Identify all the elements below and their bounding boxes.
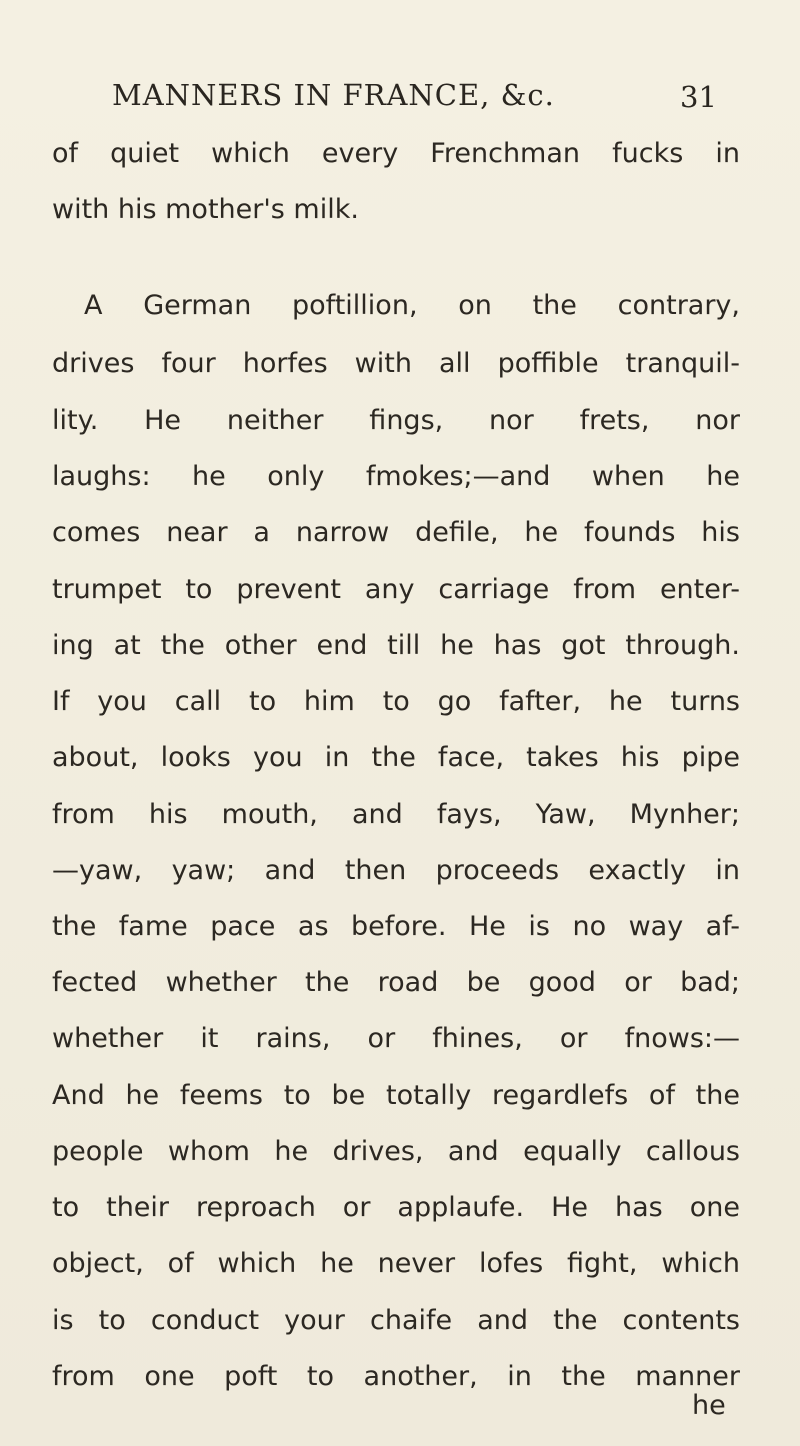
text-line: to their reproach or applaufe. He has one bbox=[52, 1192, 740, 1223]
text-line: And he feems to be totally regardlefs of the bbox=[52, 1080, 740, 1111]
text-line: is to conduct your chaife and the contents bbox=[52, 1305, 740, 1336]
text-line: whether it rains, or fhines, or fnows:— bbox=[52, 1023, 740, 1054]
text-line: with his mother's milk. bbox=[52, 194, 359, 225]
text-line: from his mouth, and fays, Yaw, Mynher; bbox=[52, 799, 740, 830]
text-line: from one poft to another, in the manner bbox=[52, 1361, 740, 1392]
text-line: trumpet to prevent any carriage from enter- bbox=[52, 574, 740, 605]
text-line: people whom he drives, and equally callous bbox=[52, 1136, 740, 1167]
text-line: the fame pace as before. He is no way af- bbox=[52, 911, 740, 942]
text-line: about, looks you in the face, takes his pipe bbox=[52, 742, 740, 773]
text-line: ing at the other end till he has got through. bbox=[52, 630, 740, 661]
text-line: laughs: he only fmokes;—and when he bbox=[52, 461, 740, 492]
catchword: he bbox=[692, 1390, 726, 1421]
text-line: lity. He neither fings, nor frets, nor bbox=[52, 405, 740, 436]
text-line: fected whether the road be good or bad; bbox=[52, 967, 740, 998]
text-line: object, of which he never lofes fight, which bbox=[52, 1248, 740, 1279]
text-line: —yaw, yaw; and then proceeds exactly in bbox=[52, 855, 740, 886]
paragraph-first-line: A German poftillion, on the contrary, bbox=[84, 290, 740, 321]
text-line: of quiet which every Frenchman fucks in bbox=[52, 138, 740, 169]
page-number: 31 bbox=[680, 80, 717, 114]
text-line: comes near a narrow defile, he founds his bbox=[52, 517, 740, 548]
text-line: If you call to him to go fafter, he turns bbox=[52, 686, 740, 717]
text-line: drives four horfes with all poffible tranquil- bbox=[52, 348, 740, 379]
running-head: MANNERS IN FRANCE, &c. bbox=[112, 78, 555, 112]
